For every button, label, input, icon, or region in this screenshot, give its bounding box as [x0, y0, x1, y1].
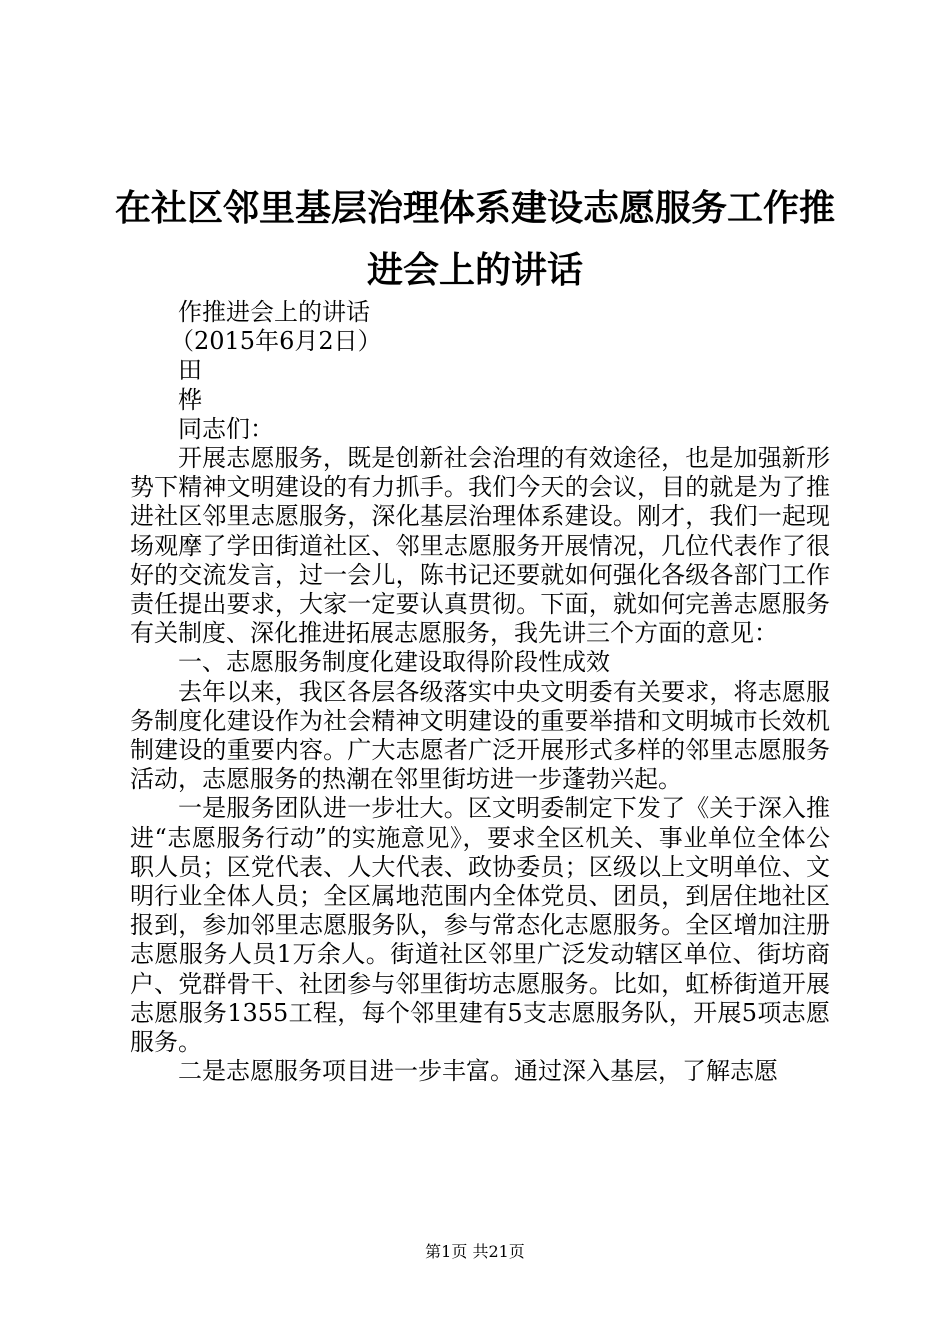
section-heading: 一、志愿服务制度化建设取得阶段性成效	[178, 648, 610, 677]
paragraph: 二是志愿服务项目进一步丰富。通过深入基层，了解志愿	[178, 1057, 778, 1086]
document-body	[130, 298, 830, 1086]
document-title-line-1: 在社区邻里基层治理体系建设志愿服务工作推	[114, 187, 835, 229]
paragraph: 去年以来，我区各层各级落实中央文明委有关要求，将志愿服务制度化建设作为社会精神文明建设的重要举措和文明城市长效机制建设的重要内容。广大志愿者广泛开展形式多样的邻里志愿服务活动，志愿服务的热潮在邻里街坊进一步蓬勃兴起。	[130, 677, 830, 794]
date-line: （2015年6月2日）	[170, 327, 382, 356]
salutation: 同志们：	[178, 414, 274, 443]
author-name-line-1: 田	[178, 356, 202, 385]
document-title-line-2: 进会上的讲话	[366, 249, 583, 291]
author-name-line-2: 桦	[178, 385, 202, 414]
subtitle-line: 作推进会上的讲话	[178, 298, 370, 326]
page-footer: 第1页 共21页	[425, 1242, 525, 1261]
paragraph: 开展志愿服务，既是创新社会治理的有效途径，也是加强新形势下精神文明建设的有力抓手。我们今天的会议，目的就是为了推进社区邻里志愿服务，深化基层治理体系建设。刚才，我们一起现场观摩了学田街道社区、邻里志愿服务开展情况，几位代表作了很好的交流发言，过一会儿，陈书记还要就如何强化各级各部门工作责任提出要求，大家一定要认真贯彻。下面，就如何完善志愿服务有关制度、深化推进拓展志愿服务，我先讲三个方面的意见：	[130, 444, 830, 648]
paragraph: 一是服务团队进一步壮大。区文明委制定下发了《关于深入推进“志愿服务行动”的实施意见》，要求全区机关、事业单位全体公职人员；区党代表、人大代表、政协委员；区级以上文明单位、文明行业全体人员；全区属地范围内全体党员、团员，到居住地社区报到，参加邻里志愿服务队，参与常态化志愿服务。全区增加注册志愿服务人员1万余人。街道社区邻里广泛发动辖区单位、街坊商户、党群骨干、社团参与邻里街坊志愿服务。比如，虹桥街道开展志愿服务1355工程，每个邻里建有5支志愿服务队，开展5项志愿服务。	[130, 794, 830, 1057]
